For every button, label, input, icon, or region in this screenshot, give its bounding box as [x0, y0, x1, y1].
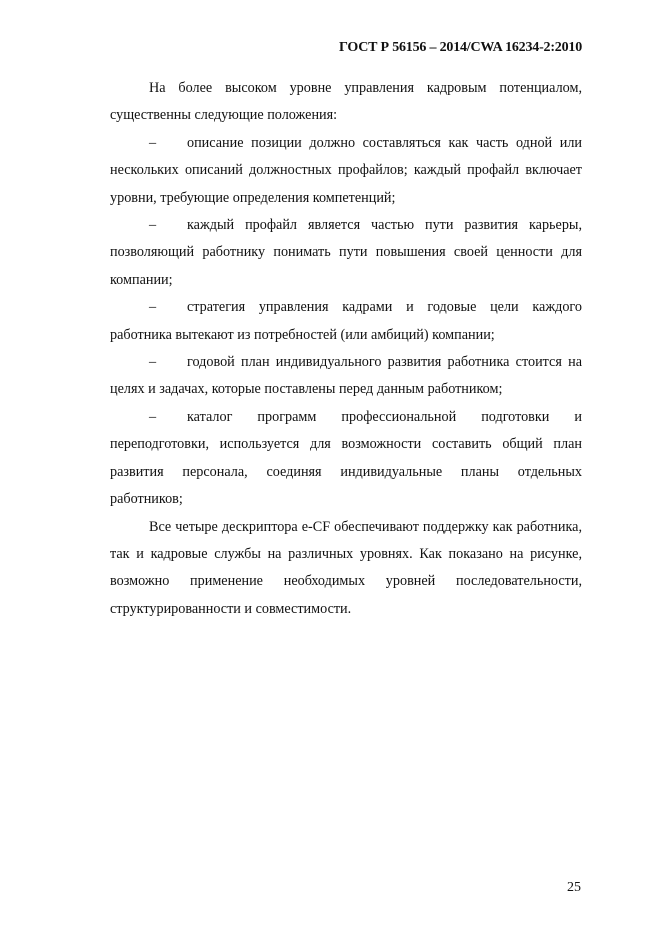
page-number: 25	[567, 880, 581, 895]
dash-marker: –	[149, 134, 157, 151]
list-item-text: каталог программ профессиональной подготовки и переподготовки, используется для возможности составить общий план развития персонала, соединяя индивидуальные планы отдельных работников;	[110, 408, 582, 508]
dash-marker: –	[149, 299, 157, 316]
list-item	[110, 294, 582, 349]
conclusion-paragraph: Все четыре дескриптора е-CF обеспечивают поддержку как работника, так и кадровые службы на различных уровнях. Как показано на рисунке, возможно применение необходимых уровней последовательности, структурированности и совместимости.	[110, 518, 582, 617]
list-item-text: каждый профайл является частью пути развития карьеры, позволяющий работнику понимать пути повышения своей ценности для компании;	[110, 217, 582, 288]
dash-marker: –	[149, 408, 157, 425]
dash-marker: –	[149, 217, 157, 234]
list-item	[110, 404, 582, 514]
page-body	[110, 75, 582, 623]
dash-marker: –	[149, 354, 157, 371]
intro-paragraph: На более высоком уровне управления кадровым потенциалом, существенны следующие положения:	[110, 80, 582, 124]
list-item-text: годовой план индивидуального развития работника стоится на целях и задачах, которые поставлены перед данным работником;	[110, 354, 582, 398]
list-item-text: стратегия управления кадрами и годовые цели каждого работника вытекают из потребностей (или амбиций) компании;	[110, 299, 582, 343]
list-item	[110, 130, 582, 212]
list-item-text: описание позиции должно составляться как часть одной или нескольких описаний должностных профайлов; каждый профайл включает уровни, требующие определения компетенций;	[110, 134, 582, 206]
document-header: ГОСТ Р 56156 – 2014/CWA 16234-2:2010	[338, 40, 582, 55]
list-item	[110, 212, 582, 294]
list-item	[110, 349, 582, 404]
